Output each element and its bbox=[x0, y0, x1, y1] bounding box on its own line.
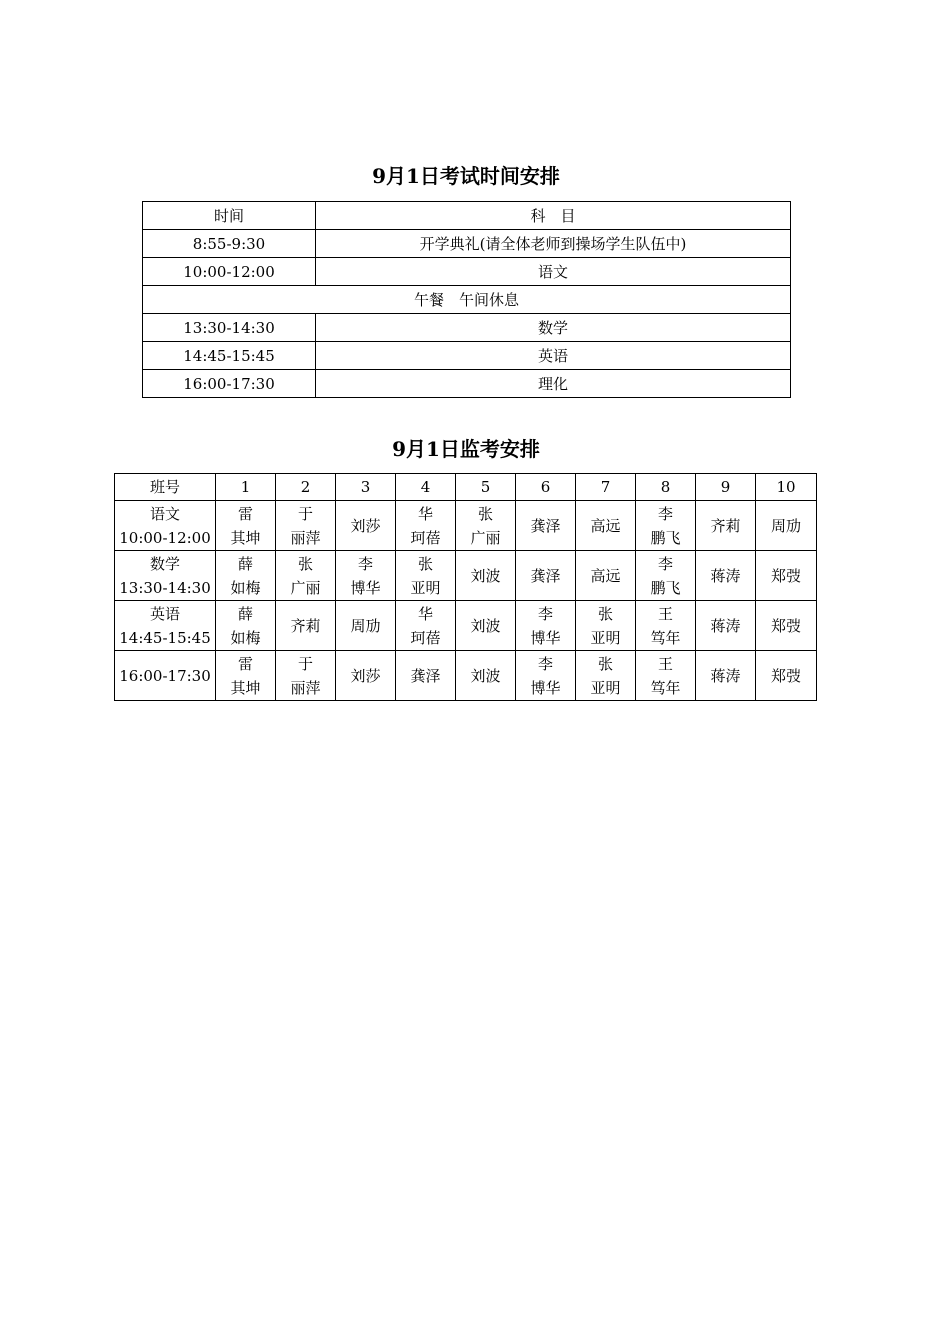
cell-text-line: 高远 bbox=[590, 516, 621, 535]
proctor-cell bbox=[336, 501, 396, 551]
table-row bbox=[115, 551, 817, 601]
proctor-cell bbox=[756, 501, 817, 551]
proctor-cell bbox=[576, 651, 636, 701]
proctor-cell bbox=[456, 501, 516, 551]
cell-text-line: 其坤 bbox=[230, 678, 261, 697]
cell-text-line: 其坤 bbox=[230, 528, 261, 547]
cell-text-line: 英语 bbox=[149, 604, 180, 623]
proctor-cell bbox=[636, 651, 696, 701]
cell-text-line: 博华 bbox=[530, 628, 561, 647]
cell-text-line: 13:30-14:30 bbox=[119, 578, 211, 597]
proctor-cell bbox=[336, 651, 396, 701]
table-row bbox=[143, 342, 791, 370]
header-class-8: 8 bbox=[636, 474, 696, 501]
table-header-row bbox=[115, 474, 817, 501]
cell-text-line: 张 bbox=[597, 604, 613, 623]
proctor-cell bbox=[276, 501, 336, 551]
proctor-cell bbox=[396, 601, 456, 651]
time-cell: 16:00-17:30 bbox=[143, 370, 316, 398]
cell-text-line: 李 bbox=[537, 654, 553, 673]
header-class-4: 4 bbox=[396, 474, 456, 501]
cell-text-line: 16:00-17:30 bbox=[119, 666, 211, 685]
subject-cell: 理化 bbox=[316, 370, 791, 398]
table-row bbox=[143, 370, 791, 398]
session-label-cell bbox=[115, 651, 216, 701]
proctor-cell bbox=[456, 601, 516, 651]
header-class-number: 班号 bbox=[115, 474, 216, 501]
proctor-cell bbox=[396, 551, 456, 601]
table-row bbox=[115, 501, 817, 551]
cell-text-line: 龚泽 bbox=[530, 516, 561, 535]
cell-text-line: 10:00-12:00 bbox=[119, 528, 211, 547]
header-class-6: 6 bbox=[516, 474, 576, 501]
proctor-cell bbox=[516, 601, 576, 651]
proctor-cell bbox=[636, 501, 696, 551]
cell-text-line: 刘莎 bbox=[350, 666, 381, 685]
break-cell: 午餐 午间休息 bbox=[143, 286, 791, 314]
proctor-cell bbox=[216, 551, 276, 601]
cell-text-line: 郑弢 bbox=[770, 666, 801, 685]
proctor-cell bbox=[216, 601, 276, 651]
cell-text-line: 笃年 bbox=[650, 678, 681, 697]
proctor-cell bbox=[456, 651, 516, 701]
cell-text-line: 李 bbox=[357, 554, 373, 573]
cell-text-line: 华 bbox=[417, 504, 433, 523]
proctor-cell bbox=[276, 601, 336, 651]
cell-text-line: 李 bbox=[537, 604, 553, 623]
cell-text-line: 张 bbox=[477, 504, 493, 523]
cell-text-line: 亚明 bbox=[410, 578, 441, 597]
proctor-cell bbox=[516, 501, 576, 551]
cell-text-line: 刘莎 bbox=[350, 516, 381, 535]
cell-text-line: 鹏飞 bbox=[650, 528, 681, 547]
cell-text-line: 薛 bbox=[237, 554, 253, 573]
cell-text-line: 蒋涛 bbox=[710, 616, 741, 635]
cell-text-line: 张 bbox=[597, 654, 613, 673]
cell-text-line: 蒋涛 bbox=[710, 566, 741, 585]
proctor-cell bbox=[516, 651, 576, 701]
cell-text-line: 珂蓓 bbox=[410, 528, 441, 547]
exam-schedule-title: 9月1日考试时间安排 bbox=[372, 164, 560, 188]
proctor-cell bbox=[396, 501, 456, 551]
proctor-cell bbox=[216, 651, 276, 701]
time-cell: 13:30-14:30 bbox=[143, 314, 316, 342]
cell-text-line: 郑弢 bbox=[770, 616, 801, 635]
proctor-cell bbox=[696, 501, 756, 551]
proctor-cell bbox=[516, 551, 576, 601]
time-cell: 14:45-15:45 bbox=[143, 342, 316, 370]
table-row bbox=[143, 286, 791, 314]
table-row bbox=[115, 601, 817, 651]
cell-text-line: 珂蓓 bbox=[410, 628, 441, 647]
cell-text-line: 华 bbox=[417, 604, 433, 623]
exam-schedule-table bbox=[142, 201, 791, 398]
proctor-cell bbox=[576, 501, 636, 551]
proctor-cell bbox=[696, 601, 756, 651]
header-class-2: 2 bbox=[276, 474, 336, 501]
session-label-cell bbox=[115, 601, 216, 651]
header-class-1: 1 bbox=[216, 474, 276, 501]
cell-text-line: 龚泽 bbox=[410, 666, 441, 685]
cell-text-line: 数学 bbox=[149, 554, 180, 573]
time-cell: 8:55-9:30 bbox=[143, 230, 316, 258]
cell-text-line: 王 bbox=[657, 604, 673, 623]
header-time: 时间 bbox=[143, 202, 316, 230]
proctor-cell bbox=[396, 651, 456, 701]
subject-cell: 英语 bbox=[316, 342, 791, 370]
cell-text-line: 语文 bbox=[149, 504, 180, 523]
cell-text-line: 14:45-15:45 bbox=[119, 628, 211, 647]
cell-text-line: 博华 bbox=[350, 578, 381, 597]
proctor-cell bbox=[456, 551, 516, 601]
subject-cell: 语文 bbox=[316, 258, 791, 286]
cell-text-line: 刘波 bbox=[470, 616, 501, 635]
cell-text-line: 雷 bbox=[237, 654, 253, 673]
proctor-cell bbox=[276, 551, 336, 601]
proctor-cell bbox=[756, 651, 817, 701]
cell-text-line: 高远 bbox=[590, 566, 621, 585]
session-label-cell bbox=[115, 551, 216, 601]
cell-text-line: 齐莉 bbox=[710, 516, 741, 535]
cell-text-line: 王 bbox=[657, 654, 673, 673]
cell-text-line: 广丽 bbox=[470, 528, 501, 547]
cell-text-line: 丽萍 bbox=[290, 528, 321, 547]
proctor-cell bbox=[756, 551, 817, 601]
cell-text-line: 笃年 bbox=[650, 628, 681, 647]
table-header-row bbox=[143, 202, 791, 230]
proctor-cell bbox=[576, 601, 636, 651]
header-subject: 科 目 bbox=[316, 202, 791, 230]
proctor-cell bbox=[756, 601, 817, 651]
header-class-5: 5 bbox=[456, 474, 516, 501]
cell-text-line: 薛 bbox=[237, 604, 253, 623]
session-label-cell bbox=[115, 501, 216, 551]
proctor-cell bbox=[696, 551, 756, 601]
cell-text-line: 刘波 bbox=[470, 566, 501, 585]
proctor-cell bbox=[276, 651, 336, 701]
header-class-7: 7 bbox=[576, 474, 636, 501]
proctor-cell bbox=[336, 551, 396, 601]
cell-text-line: 亚明 bbox=[590, 628, 621, 647]
proctor-schedule-table bbox=[114, 473, 817, 701]
cell-text-line: 蒋涛 bbox=[710, 666, 741, 685]
cell-text-line: 周劢 bbox=[770, 516, 801, 535]
cell-text-line: 于 bbox=[297, 654, 313, 673]
table-row bbox=[143, 314, 791, 342]
header-class-3: 3 bbox=[336, 474, 396, 501]
subject-cell: 数学 bbox=[316, 314, 791, 342]
proctor-cell bbox=[636, 551, 696, 601]
cell-text-line: 如梅 bbox=[230, 628, 261, 647]
cell-text-line: 鹏飞 bbox=[650, 578, 681, 597]
proctor-cell bbox=[576, 551, 636, 601]
header-class-10: 10 bbox=[756, 474, 817, 501]
proctor-cell bbox=[336, 601, 396, 651]
cell-text-line: 丽萍 bbox=[290, 678, 321, 697]
cell-text-line: 李 bbox=[657, 554, 673, 573]
cell-text-line: 龚泽 bbox=[530, 566, 561, 585]
cell-text-line: 李 bbox=[657, 504, 673, 523]
proctor-cell bbox=[216, 501, 276, 551]
cell-text-line: 广丽 bbox=[290, 578, 321, 597]
proctor-cell bbox=[696, 651, 756, 701]
cell-text-line: 如梅 bbox=[230, 578, 261, 597]
cell-text-line: 齐莉 bbox=[290, 616, 321, 635]
table-row bbox=[115, 651, 817, 701]
cell-text-line: 张 bbox=[297, 554, 313, 573]
cell-text-line: 张 bbox=[417, 554, 433, 573]
cell-text-line: 博华 bbox=[530, 678, 561, 697]
cell-text-line: 刘波 bbox=[470, 666, 501, 685]
cell-text-line: 亚明 bbox=[590, 678, 621, 697]
proctor-cell bbox=[636, 601, 696, 651]
table-row bbox=[143, 230, 791, 258]
header-class-9: 9 bbox=[696, 474, 756, 501]
time-cell: 10:00-12:00 bbox=[143, 258, 316, 286]
cell-text-line: 于 bbox=[297, 504, 313, 523]
subject-cell: 开学典礼(请全体老师到操场学生队伍中) bbox=[316, 230, 791, 258]
proctor-schedule-title: 9月1日监考安排 bbox=[392, 437, 540, 461]
cell-text-line: 周劢 bbox=[350, 616, 381, 635]
cell-text-line: 雷 bbox=[237, 504, 253, 523]
cell-text-line: 郑弢 bbox=[770, 566, 801, 585]
table-row bbox=[143, 258, 791, 286]
